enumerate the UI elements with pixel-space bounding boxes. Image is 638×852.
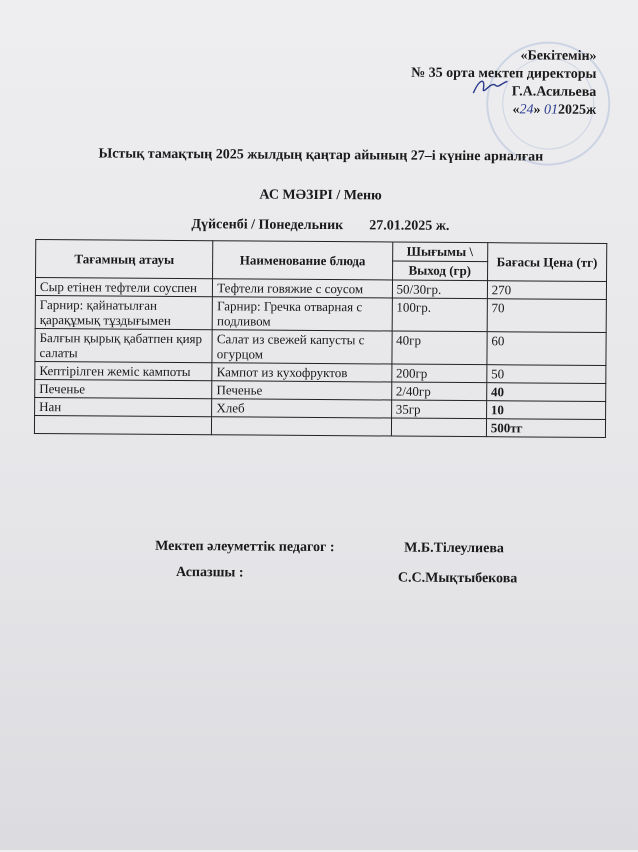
total-empty-2 [212, 417, 391, 436]
total-empty-1 [34, 416, 211, 435]
row-kz: Нан [35, 398, 212, 417]
row-kz: Балғын қырық қабатпен қияр салаты [35, 329, 213, 363]
total-empty-3 [391, 418, 486, 437]
approval-day: 24 [519, 102, 534, 118]
menu-table [34, 239, 607, 438]
signatures-block [0, 538, 637, 587]
header-name-ru: Наименование блюда [213, 241, 393, 280]
table-row [35, 296, 606, 333]
row-price: 40 [486, 383, 605, 402]
row-output: 35гр [391, 400, 486, 419]
row-kz: Кептірілген жеміс кампоты [35, 362, 212, 381]
row-kz: Гарнир: қайнатылған қарақұмық тұздығымен [35, 296, 213, 330]
director-signature [471, 75, 509, 97]
approval-position: № 35 орта мектеп директоры [411, 65, 597, 82]
menu-weekday: Дүйсенбі / Понедельник [191, 217, 344, 234]
row-ru: Салат из свежей капусты с огурцом [212, 330, 392, 364]
approval-block [411, 47, 597, 120]
row-output: 50/30гр. [392, 280, 487, 299]
row-price: 10 [486, 401, 605, 420]
signature-name-1: М.Б.Тілеулиева [404, 540, 504, 557]
row-ru: Кампот из кухофруктов [212, 363, 391, 382]
header-output-ru: Выход (гр) [392, 261, 487, 281]
header-price: Бағасы Цена (тг) [487, 243, 606, 282]
row-output: 40гр [392, 331, 487, 365]
signature-role-2: Аспазшы : [175, 565, 244, 581]
approval-year: 2025ж [557, 102, 597, 118]
row-kz: Печенье [35, 380, 212, 399]
menu-date: 27.01.2025 ж. [369, 218, 450, 234]
row-kz: Сыр етінен тефтели соуспен [35, 278, 212, 297]
row-price: 270 [487, 281, 606, 300]
signature-name-2: С.С.Мықтыбекова [397, 570, 518, 587]
row-ru: Хлеб [212, 399, 391, 418]
approval-director [411, 83, 596, 102]
signature-role-1: Мектеп әлеуметтік педагог : [155, 538, 335, 556]
header-output-kz: Шығымы \ [392, 242, 487, 262]
row-price: 50 [487, 365, 606, 384]
menu-day-line [1, 216, 638, 236]
table-total-row [34, 416, 605, 438]
row-output: 2/40гр [391, 382, 486, 401]
table-row [35, 329, 606, 366]
row-ru: Печенье [212, 381, 391, 400]
approval-title: «Бекітемін» [520, 48, 597, 64]
row-ru: Тефтели говяжие с соусом [213, 279, 392, 298]
row-price: 60 [487, 332, 606, 366]
row-output: 200гр [391, 364, 486, 383]
total-price: 500тг [486, 419, 605, 438]
table-header-row [36, 240, 607, 263]
approval-month: 01 [543, 102, 559, 118]
menu-heading: Ыстық тамақтың 2025 жылдың қаңтар айының 27–і күніне арналған [98, 146, 544, 165]
approval-date: «24» 012025ж [512, 102, 597, 118]
row-output: 100гр. [392, 298, 487, 332]
director-name: Г.А.Асильева [511, 84, 597, 100]
row-price: 70 [487, 299, 606, 333]
row-ru: Гарнир: Гречка отварная с подливом [212, 297, 392, 331]
menu-title: АС МӘЗІРІ / Меню [259, 187, 382, 204]
header-name-kz: Тағамның атауы [36, 240, 214, 279]
